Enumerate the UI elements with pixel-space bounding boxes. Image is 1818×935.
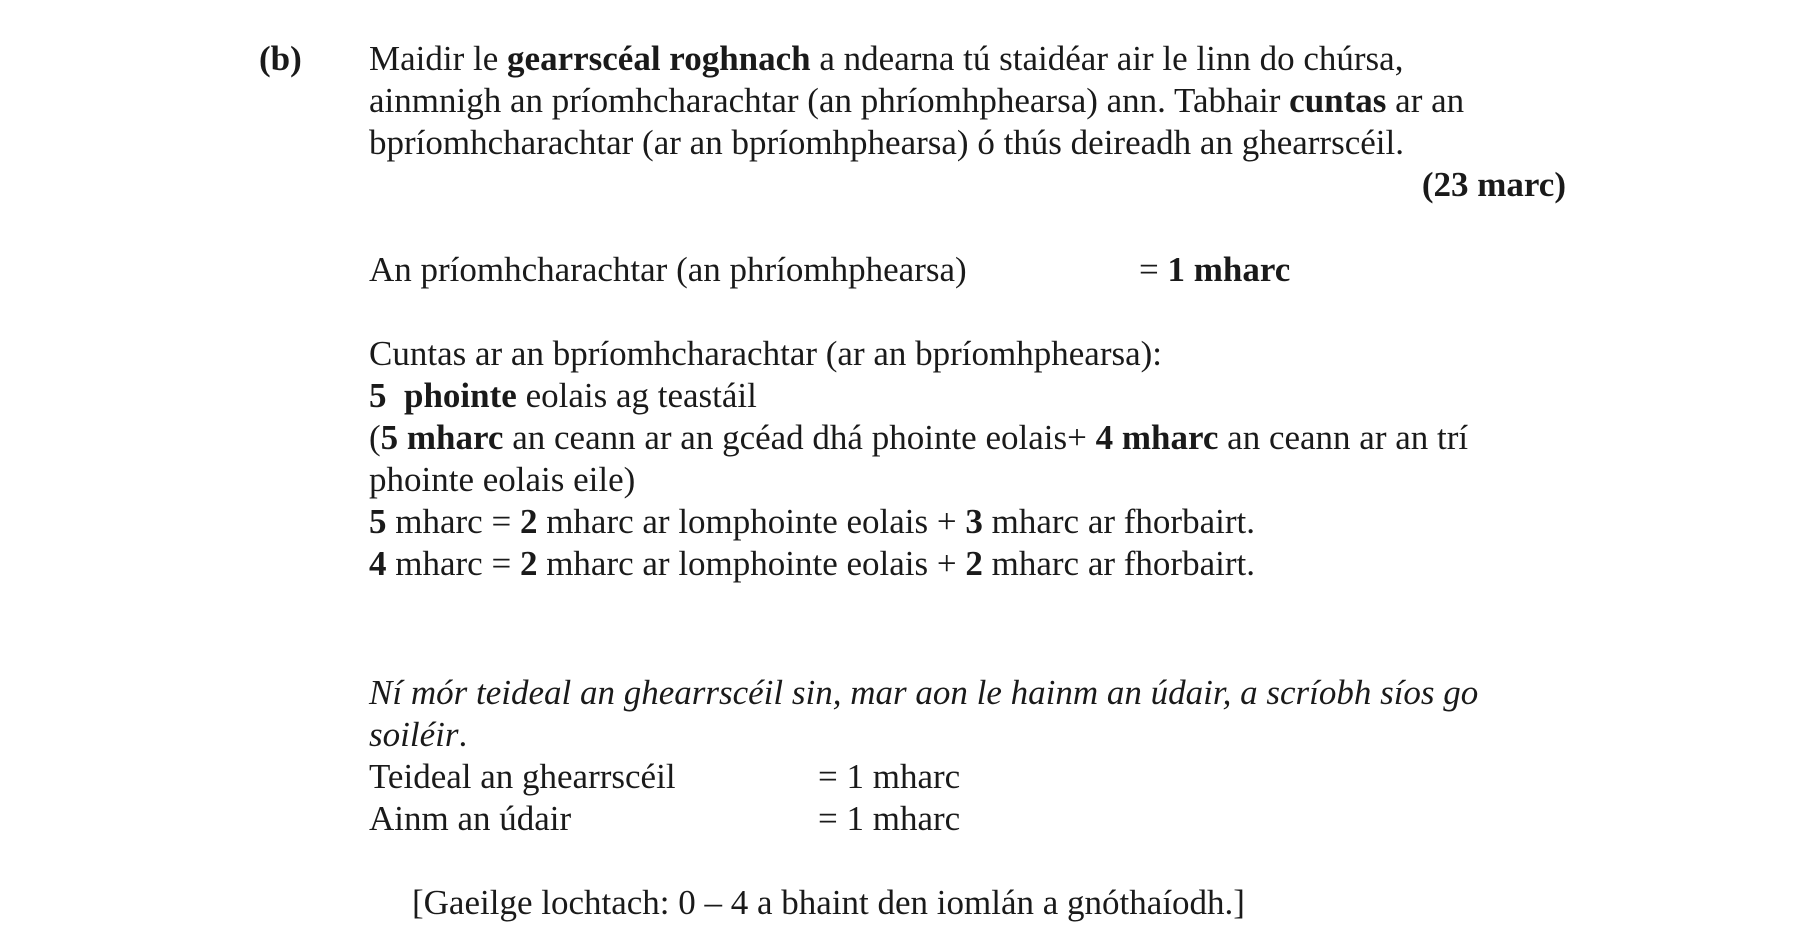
main-character-marks: = 1 mharc (1139, 250, 1291, 289)
account-section (369, 333, 1569, 585)
author-label: Ainm an údair (369, 799, 572, 838)
title-author-note-line-1: Ní mór teideal an ghearrscéil sin, mar aon le hainm an údair, a scríobh síos go (369, 673, 1479, 712)
account-rule-2: 4 mharc = 2 mharc ar lomphointe eolais + 2 mharc ar fhorbairt. (369, 544, 1255, 583)
total-marks: (23 marc) (1421, 165, 1566, 204)
penalty-note: [Gaeilge lochtach: 0 – 4 a bhaint den iomlán a gnóthaíodh.] (412, 883, 1245, 922)
account-points: 5 phointe eolais ag teastáil (369, 376, 757, 415)
main-character-label: An príomhcharachtar (an phríomhphearsa) (369, 250, 967, 289)
account-breakdown-line-1: (5 mharc an ceann ar an gcéad dhá phointe eolais+ 4 mharc an ceann ar an trí (369, 418, 1469, 457)
account-breakdown-line-2: phointe eolais eile) (369, 460, 636, 499)
prompt-line-2: ainmnigh an príomhcharachtar (an phríomhphearsa) ann. Tabhair cuntas ar an (369, 81, 1465, 120)
question-prompt (369, 38, 1569, 164)
prompt-line-3: bpríomhcharachtar (ar an bpríomhphearsa) ó thús deireadh an ghearrscéil. (369, 123, 1404, 162)
prompt-line-1: Maidir le gearrscéal roghnach a ndearna tú staidéar air le linn do chúrsa, (369, 39, 1404, 78)
prompt-emphasis-account: cuntas (1289, 81, 1387, 120)
author-marks: = 1 mharc (818, 799, 961, 838)
account-heading: Cuntas ar an bpríomhcharachtar (ar an bpríomhphearsa): (369, 334, 1163, 373)
title-marks: = 1 mharc (818, 757, 961, 796)
account-rule-1: 5 mharc = 2 mharc ar lomphointe eolais + 3 mharc ar fhorbairt. (369, 502, 1255, 541)
question-label: (b) (259, 39, 302, 78)
title-author-note (369, 672, 1569, 756)
prompt-emphasis-story: gearrscéal roghnach (507, 39, 811, 78)
title-author-note-line-2: soiléir. (369, 715, 468, 754)
title-label: Teideal an ghearrscéil (369, 757, 676, 796)
